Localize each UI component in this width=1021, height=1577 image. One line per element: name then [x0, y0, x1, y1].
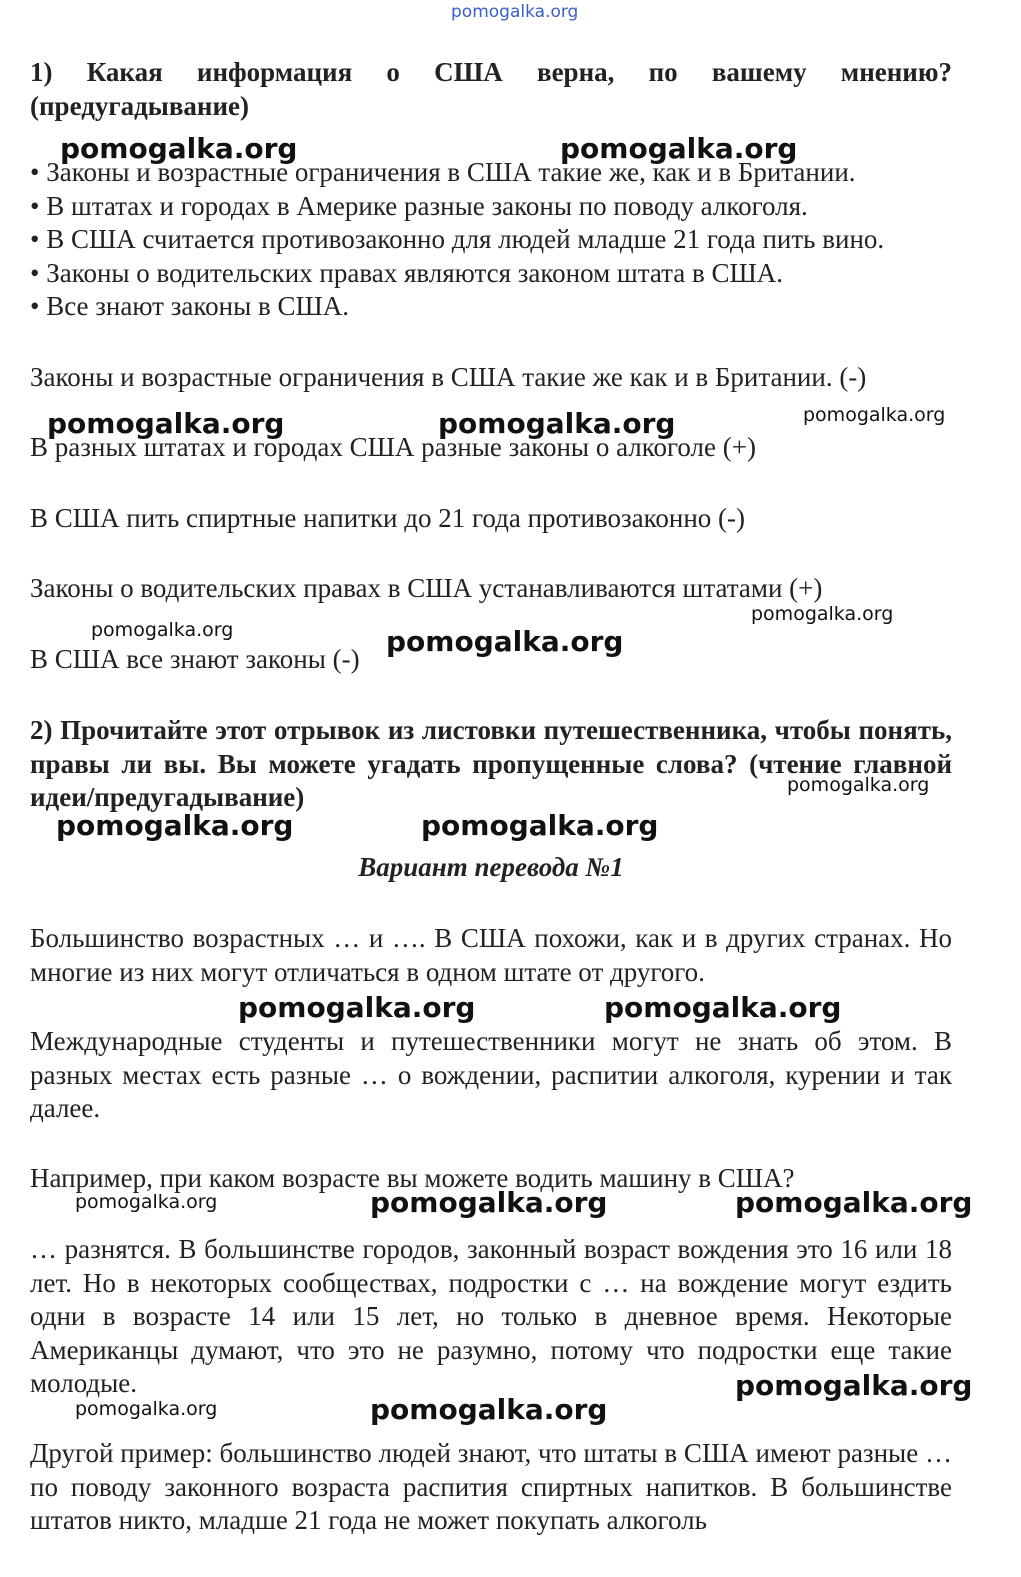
answer-line: В США все знают законы (-) — [30, 644, 360, 674]
watermark-logo: pomogalka.org — [421, 809, 659, 842]
watermark-logo: pomogalka.org — [91, 619, 234, 641]
watermark-logo: pomogalka.org — [60, 132, 298, 165]
section1-heading: 1) Какая информация о США верна, по вашему мнению? (предугадывание) — [30, 57, 952, 121]
paragraph: Другой пример: большинство людей знают, что штаты в США имеют разные … по поводу законного возраста распития спиртных напитков. В большинстве штатов никто, младше 21 года не может покупать алкоголь — [30, 1438, 952, 1535]
watermark-logo: pomogalka.org — [751, 603, 894, 625]
paragraph: … разнятся. В большинстве городов, законный возраст вождения это 16 или 18 лет. Но в некоторых сообществах, подростки с … на вождение могут ездить одни в возрасте 14 или 15 лет, но только в дневное время. Некоторые Американцы думают, что это не разумно, потому что подростки еще такие молодые. — [30, 1234, 952, 1398]
watermark-logo: pomogalka.org — [735, 1186, 973, 1219]
section2-heading: 2) Прочитайте этот отрывок из листовки путешественника, чтобы понять, правы ли вы. Вы можете угадать пропущенные слова? (чтение главной идеи/предугадывание) — [30, 715, 952, 812]
watermark-logo: pomogalka.org — [451, 2, 579, 22]
watermark-logo: pomogalka.org — [560, 132, 798, 165]
watermark-logo: pomogalka.org — [238, 991, 476, 1024]
watermark-logo: pomogalka.org — [735, 1369, 973, 1402]
watermark-logo: pomogalka.org — [787, 774, 930, 796]
paragraph: Международные студенты и путешественники могут не знать об этом. В разных местах есть разные … о вождении, распитии алкоголя, курении и так далее. — [30, 1026, 952, 1123]
answer-line: Законы о водительских правах в США устанавливаются штатами (+) — [30, 573, 823, 603]
answer-line: В США пить спиртные напитки до 21 года противозаконно (-) — [30, 503, 746, 533]
watermark-logo: pomogalka.org — [75, 1191, 218, 1213]
bullet-item: • В штатах и городах в Америке разные законы по поводу алкоголя. — [30, 190, 952, 224]
watermark-logo: pomogalka.org — [370, 1186, 608, 1219]
watermark-logo: pomogalka.org — [370, 1393, 608, 1426]
watermark-logo: pomogalka.org — [75, 1398, 218, 1420]
watermark-logo: pomogalka.org — [803, 404, 946, 426]
watermark-logo: pomogalka.org — [47, 407, 285, 440]
section1-bullet-list — [30, 156, 952, 324]
bullet-item: • В США считается противозаконно для людей младше 21 года пить вино. — [30, 223, 952, 257]
bullet-item: • Законы о водительских правах являются законом штата в США. — [30, 257, 952, 291]
watermark-logo: pomogalka.org — [604, 991, 842, 1024]
variant-title: Вариант перевода №1 — [358, 852, 624, 882]
answer-line: Законы и возрастные ограничения в США такие же как и в Британии. (-) — [30, 362, 867, 392]
answer-line: В разных штатах и городах США разные законы о алкоголе (+) — [30, 432, 756, 462]
paragraph: Например, при каком возрасте вы можете водить машину в США? — [30, 1163, 795, 1193]
watermark-logo: pomogalka.org — [386, 625, 624, 658]
paragraph: Большинство возрастных … и …. В США похожи, как и в других странах. Но многие из них могут отличаться в одном штате от другого. — [30, 923, 952, 987]
watermark-logo: pomogalka.org — [56, 809, 294, 842]
bullet-item: • Законы и возрастные ограничения в США такие же, как и в Британии. — [30, 156, 952, 190]
bullet-item: • Все знают законы в США. — [30, 290, 952, 324]
watermark-logo: pomogalka.org — [438, 407, 676, 440]
